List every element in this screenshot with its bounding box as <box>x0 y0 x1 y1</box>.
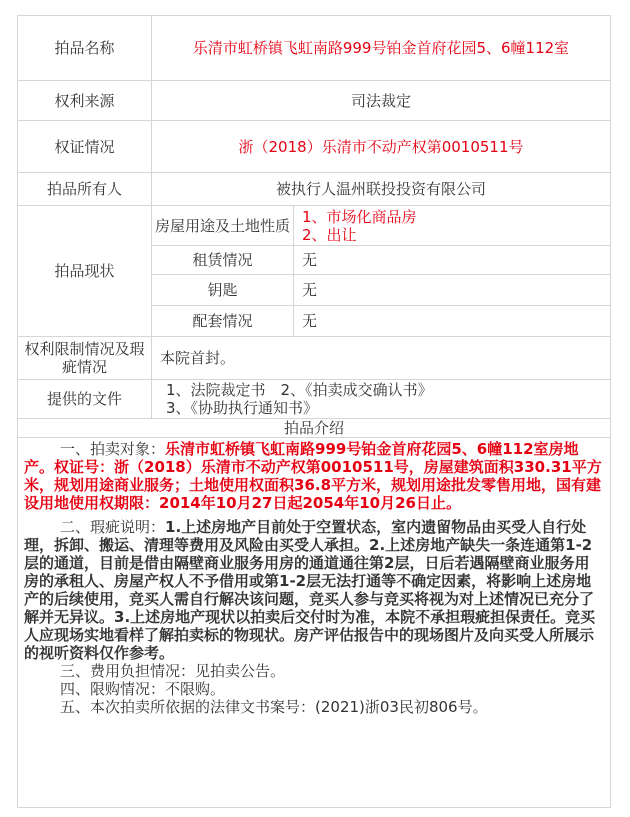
label-lease: 租赁情况 <box>152 246 294 275</box>
auction-info-table <box>17 15 611 808</box>
intro-p2-bold: 1.上述房地产目前处于空置状态，室内遗留物品由买受人自行处理，拆卸、搬运、清理等费用及风险由买受人承担。2.上述房地产缺失一条连通第1-2层的通道，目前是借由隔壁商业服务用房的通道通往第2层，日后若遇隔壁商业服务用房的承租人、房屋产权人不予借用或第1-2层无法打通等不确定因素，将影响上述房地产的后续使用，竞买人需自行解决该问题，竞买人参与竞买将视为对上述情况已充分了解并无异议。3.上述房地产现状以拍卖后交付时为准，本院不承担瑕疵担保责任。竞买人应现场实地看样了解拍卖标的物现状。房产评估报告中的现场图片及向买受人所展示的视听资料仅作参考。 <box>24 518 596 662</box>
value-rights-source: 司法裁定 <box>152 81 611 121</box>
label-rights-source: 权利来源 <box>18 81 152 121</box>
auction-info-table-frame <box>17 15 610 805</box>
label-usage-land: 房屋用途及土地性质 <box>152 206 294 246</box>
row-status-usage <box>18 206 611 246</box>
intro-title: 拍品介绍 <box>18 419 611 438</box>
value-certificate: 浙（2018）乐清市不动产权第0010511号 <box>152 121 611 173</box>
row-intro-body <box>18 438 611 808</box>
intro-body <box>18 438 611 808</box>
intro-p4-text: 四、限购情况：不限购。 <box>60 680 226 698</box>
intro-p1-bold: 乐清市虹桥镇飞虹南路999号铂金首府花园5、6幢112室房地产。权证号：浙（2018）乐清市不动产权第0010511号，房屋建筑面积330.31平方米，规划用途商业服务；土地使用权面积36.8平方米，规划用途批发零售用地，国有建设用地使用权期限：2014年10月27日起2054年10月26日止。 <box>24 440 602 512</box>
label-item-name: 拍品名称 <box>18 16 152 81</box>
label-facilities: 配套情况 <box>152 306 294 337</box>
documents-line-2: 3、《协助执行通知书》 <box>166 399 319 417</box>
intro-p3-text: 三、费用负担情况：见拍卖公告。 <box>60 662 286 680</box>
label-owner: 拍品所有人 <box>18 173 152 206</box>
intro-paragraph-1 <box>24 440 604 512</box>
label-keys: 钥匙 <box>152 275 294 306</box>
intro-paragraph-2 <box>24 518 604 662</box>
row-owner <box>18 173 611 206</box>
value-restrictions: 本院首封。 <box>152 337 611 380</box>
value-owner: 被执行人温州联投投资有限公司 <box>152 173 611 206</box>
value-usage-land: 1、市场化商品房 2、出让 <box>294 206 611 246</box>
intro-paragraph-3 <box>24 662 604 680</box>
documents-line-1: 1、法院裁定书 2、《拍卖成交确认书》 <box>166 381 433 399</box>
row-item-name <box>18 16 611 81</box>
value-keys: 无 <box>294 275 611 306</box>
row-restrictions <box>18 337 611 380</box>
intro-p2-prefix: 二、瑕疵说明： <box>60 518 166 536</box>
row-certificate <box>18 121 611 173</box>
row-documents <box>18 380 611 419</box>
row-intro-title <box>18 419 611 438</box>
intro-p5-text: 五、本次拍卖所依据的法律文书案号：(2021)浙03民初806号。 <box>60 698 488 716</box>
label-status: 拍品现状 <box>18 206 152 337</box>
intro-paragraph-4 <box>24 680 604 698</box>
value-documents <box>152 380 611 419</box>
label-documents: 提供的文件 <box>18 380 152 419</box>
intro-paragraph-5 <box>24 698 604 716</box>
label-certificate: 权证情况 <box>18 121 152 173</box>
value-item-name: 乐清市虹桥镇飞虹南路999号铂金首府花园5、6幢112室 <box>152 16 611 81</box>
value-facilities: 无 <box>294 306 611 337</box>
value-lease: 无 <box>294 246 611 275</box>
intro-p1-prefix: 一、拍卖对象： <box>60 440 166 458</box>
label-restrictions: 权利限制情况及瑕疵情况 <box>18 337 152 380</box>
row-rights-source <box>18 81 611 121</box>
